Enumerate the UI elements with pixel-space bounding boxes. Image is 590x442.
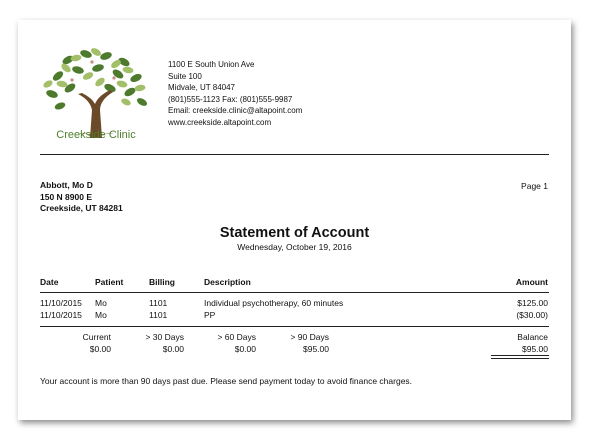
- aging-current-value: $0.00: [89, 344, 111, 354]
- statement-document: [18, 20, 571, 420]
- row-description: PP: [204, 310, 216, 320]
- col-header-patient: Patient: [95, 277, 124, 287]
- row-date: 11/10/2015: [40, 298, 82, 308]
- clinic-name: Creekside Clinic: [56, 129, 136, 141]
- row-billing: 1101: [149, 298, 168, 308]
- statement-date: Wednesday, October 19, 2016: [237, 242, 352, 252]
- col-header-description: Description: [204, 277, 251, 287]
- row-amount: $125.00: [517, 298, 548, 308]
- phone-fax-line: (801)555-1123 Fax: (801)555-9987: [168, 94, 293, 104]
- col-header-date: Date: [40, 277, 59, 287]
- patient-street: 150 N 8900 E: [40, 191, 92, 202]
- aging-30-value: $0.00: [162, 344, 184, 354]
- aging-current-label: Current: [82, 332, 111, 342]
- aging-60-value: $0.00: [234, 344, 256, 354]
- past-due-notice: Your account is more than 90 days past due. Please send payment today to avoid finance charges.: [40, 376, 413, 386]
- page-number: Page 1: [521, 181, 548, 191]
- address-line: Midvale, UT 84047: [168, 83, 235, 93]
- table-footer-divider: [40, 326, 549, 327]
- row-patient: Mo: [95, 310, 107, 320]
- col-header-billing: Billing: [149, 277, 175, 287]
- row-patient: Mo: [95, 298, 107, 308]
- website-line: www.creekside.altapoint.com: [168, 117, 272, 127]
- clinic-address: [168, 59, 302, 129]
- aging-90-label: > 90 Days: [290, 332, 329, 342]
- address-line: Suite 100: [168, 71, 202, 81]
- aging-30-label: > 30 Days: [145, 332, 184, 342]
- row-date: 11/10/2015: [40, 310, 82, 320]
- table-header-divider: [40, 292, 549, 293]
- patient-address: [40, 180, 123, 215]
- email-line: Email: creekside.clinic@altapoint.com: [168, 106, 303, 116]
- col-header-amount: Amount: [515, 277, 548, 287]
- patient-name: Abbott, Mo D: [40, 180, 93, 190]
- patient-city: Creekside, UT 84281: [40, 203, 123, 213]
- header-divider: [40, 154, 549, 155]
- balance-value: $95.00: [522, 344, 548, 354]
- balance-label: Balance: [517, 332, 548, 342]
- statement-title: Statement of Account: [219, 225, 370, 241]
- row-description: Individual psychotherapy, 60 minutes: [204, 298, 344, 308]
- row-amount: ($30.00): [516, 310, 548, 320]
- address-line: 1100 E South Union Ave: [168, 60, 255, 69]
- aging-60-label: > 60 Days: [217, 332, 256, 342]
- aging-90-value: $95.00: [303, 344, 329, 354]
- row-billing: 1101: [149, 310, 168, 320]
- balance-double-underline: [491, 355, 549, 359]
